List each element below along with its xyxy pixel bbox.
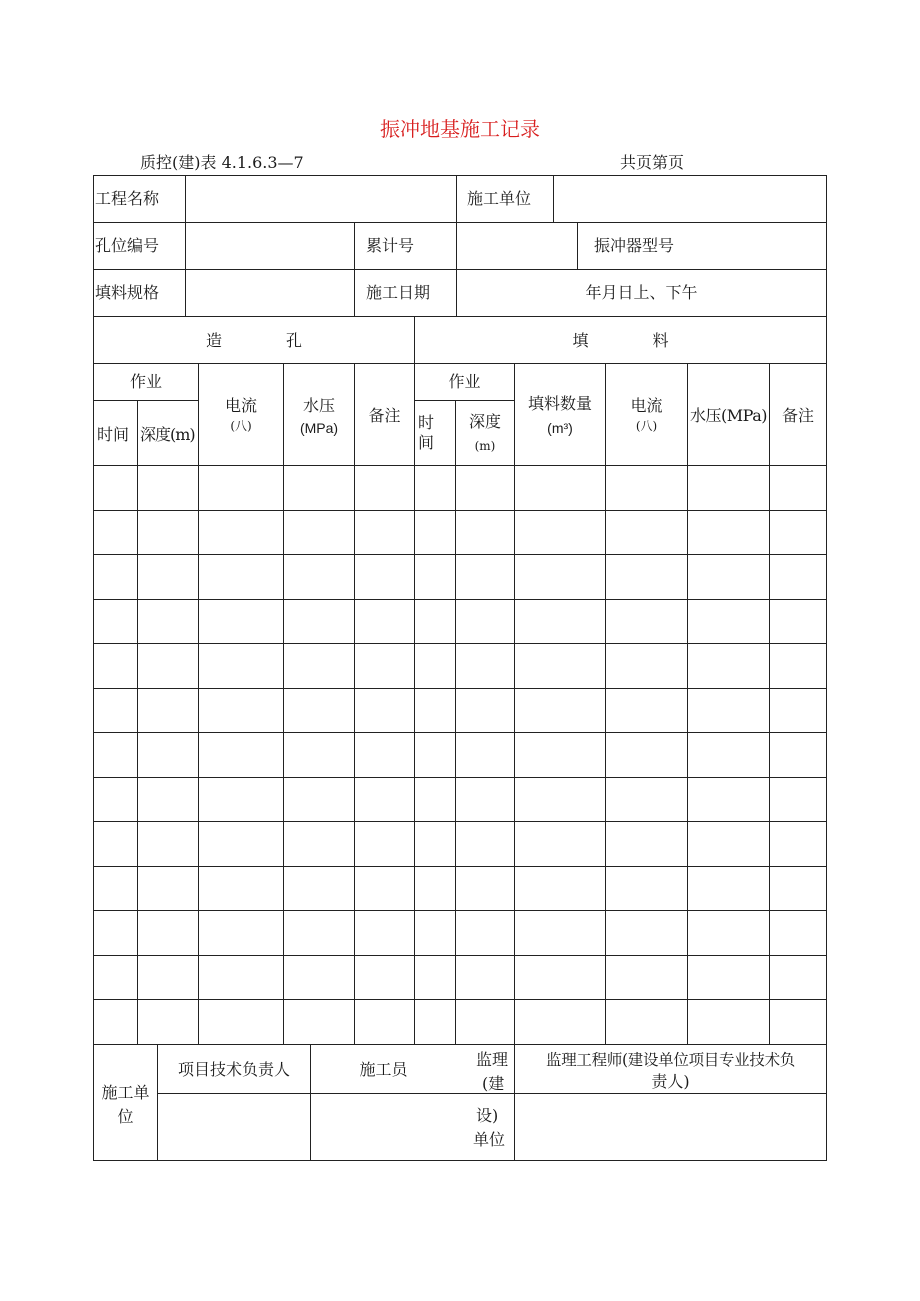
table-border-top (93, 175, 827, 176)
col-line (769, 363, 770, 1044)
col-line (137, 400, 138, 1044)
page-info: 共页第页 (620, 153, 685, 172)
col-line (354, 222, 355, 316)
col-work-hole: 作业 (129, 372, 162, 391)
col-water-pressure-unit-hole: (MPa) (299, 420, 339, 436)
col-line (354, 363, 355, 1044)
row-line (93, 955, 827, 956)
col-line (605, 363, 606, 1044)
col-line (198, 363, 199, 1044)
row-line (93, 999, 827, 1000)
col-line (185, 175, 186, 316)
footer-engineer-1: 监理工程师(建设单位项目专业技术负 (546, 1051, 795, 1069)
col-line (687, 363, 688, 1044)
col-depth-unit-fill: (m) (474, 439, 496, 453)
row-line (93, 554, 827, 555)
col-remarks-fill: 备注 (781, 406, 814, 425)
row-line (93, 866, 827, 867)
col-time-hole: 时间 (97, 425, 130, 444)
row-line (93, 599, 827, 600)
table-border-bottom (93, 1160, 827, 1161)
footer-supervision-2: (建 (482, 1074, 505, 1093)
footer-construction-unit-2: 位 (117, 1107, 134, 1126)
col-depth-fill: 深度 (468, 412, 501, 431)
section-fill: 填 料 (572, 331, 669, 350)
label-hole-number: 孔位编号 (95, 236, 160, 255)
row-line (157, 1093, 514, 1094)
col-line (577, 222, 578, 269)
col-water-pressure-fill: 水压(MPa) (690, 406, 767, 425)
label-construction-date: 施工日期 (366, 283, 431, 302)
row-line (93, 222, 827, 223)
label-fill-spec: 填料规格 (95, 283, 160, 302)
label-construction-unit: 施工单位 (467, 189, 532, 208)
col-line (455, 400, 456, 1044)
label-project-name: 工程名称 (95, 189, 160, 208)
col-work-fill: 作业 (448, 372, 481, 391)
label-vibrator-model: 振冲器型号 (594, 236, 675, 255)
row-line (93, 400, 198, 401)
row-line (93, 510, 827, 511)
col-current-fill: 电流 (630, 396, 663, 415)
row-line (414, 400, 514, 401)
col-time-fill-1: 时 (418, 413, 435, 432)
row-line (93, 688, 827, 689)
footer-engineer-2: 责人) (651, 1072, 690, 1091)
footer-construction-unit-1: 施工单 (101, 1083, 150, 1102)
col-current-unit-hole: (八) (230, 419, 252, 433)
row-line (93, 316, 827, 317)
col-line (283, 363, 284, 1044)
row-line (93, 269, 827, 270)
row-line (93, 821, 827, 822)
col-fill-quantity-unit: (m³) (547, 420, 573, 436)
col-water-pressure-hole: 水压 (302, 396, 335, 415)
label-cumulative-number: 累计号 (366, 236, 415, 255)
document-title: 振冲地基施工记录 (380, 117, 540, 141)
row-line (514, 1093, 827, 1094)
col-line (414, 316, 415, 1044)
footer-supervision-1: 监理 (476, 1050, 509, 1069)
col-line (514, 363, 515, 1160)
row-line (93, 777, 827, 778)
footer-supervision-4: 单位 (473, 1130, 506, 1149)
col-time-fill-2: 间 (418, 433, 435, 452)
section-hole: 造 孔 (205, 331, 302, 350)
footer-tech-lead: 项目技术负责人 (177, 1060, 290, 1079)
row-line (93, 363, 827, 364)
col-current-unit-fill: (八) (635, 419, 658, 433)
construction-date-value: 年月日上、下午 (585, 283, 698, 302)
col-current-hole: 电流 (224, 396, 257, 415)
col-remarks-hole: 备注 (368, 406, 401, 425)
row-line (93, 1044, 827, 1045)
row-line (93, 732, 827, 733)
footer-constructor: 施工员 (359, 1060, 408, 1079)
row-line (93, 643, 827, 644)
col-fill-quantity: 填料数量 (527, 394, 592, 413)
table-border-left (93, 175, 94, 1161)
footer-supervision-3: 设) (476, 1106, 499, 1125)
form-code: 质控(建)表 4.1.6.3—7 (140, 153, 304, 172)
table-border-right (826, 175, 827, 1161)
col-depth-hole: 深度(m) (140, 425, 195, 444)
row-line (93, 465, 827, 466)
row-line (93, 910, 827, 911)
col-line (553, 175, 554, 222)
